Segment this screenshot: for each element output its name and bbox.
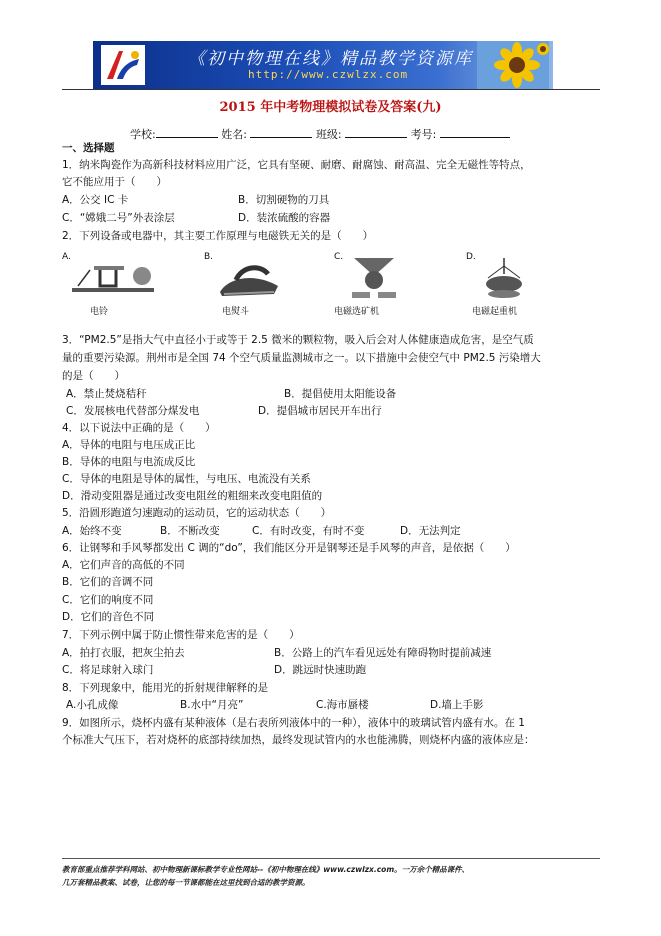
q7-option-b: B．公路上的汽车看见远处有障碍物时提前减速	[274, 647, 492, 659]
q3-option-a: A．禁止焚烧秸秆	[66, 388, 147, 400]
fig-b-letter: B.	[204, 252, 214, 262]
q1-option-d: D．装浓硫酸的容器	[238, 212, 331, 224]
q5-stem: 5．沿圆形跑道匀速跑动的运动员，它的运动状态（ ）	[62, 507, 332, 519]
q7-option-d: D．跳远时快速助跑	[274, 664, 367, 676]
fig-b-caption: 电熨斗	[222, 307, 250, 317]
q6-option-d: D．它们的音色不同	[62, 611, 155, 623]
q4-option-c: C．导体的电阻是导体的属性，与电压、电流没有关系	[62, 473, 311, 485]
q3-option-b: B．提倡使用太阳能设备	[284, 388, 397, 400]
q5-option-b: B．不断改变	[160, 525, 220, 537]
name-blank[interactable]	[250, 126, 312, 138]
class-blank[interactable]	[345, 126, 407, 138]
q6-option-c: C．它们的响度不同	[62, 594, 154, 606]
footer-rule	[62, 858, 600, 859]
q1-option-c: C．“嫦娥二号”外表涂层	[62, 212, 175, 224]
q1-option-b: B．切割硬物的刀具	[238, 194, 330, 206]
fig-a-caption: 电铃	[90, 307, 109, 317]
q8-option-b: B.水中“月亮”	[180, 699, 244, 711]
sunflower-icon	[477, 41, 549, 89]
exam-no-label: 考号:	[410, 128, 437, 141]
q8-option-a: A.小孔成像	[66, 699, 119, 711]
electromagnetic-crane-icon	[474, 256, 534, 300]
q6-option-b: B．它们的音调不同	[62, 576, 154, 588]
q5-option-d: D．无法判定	[400, 525, 461, 537]
q9-stem-line2: 个标准大气压下，若对烧杯的底部持续加热，最终发现试管内的水也能沸腾，则烧杯内盛的液体应是：	[62, 734, 535, 746]
student-info-line	[130, 126, 510, 142]
fig-c-letter: C.	[334, 252, 344, 262]
q2-figures	[62, 252, 582, 322]
electric-iron-icon	[214, 258, 284, 300]
q4-option-b: B．导体的电阻与电流成反比	[62, 456, 196, 468]
q1-stem-line2: 它不能应用于（ ）	[62, 176, 167, 188]
q4-option-a: A．导体的电阻与电压成正比	[62, 439, 196, 451]
q3-option-d: D．提倡城市居民开车出行	[258, 405, 382, 417]
fig-d-letter: D.	[466, 252, 476, 262]
footer-line1: 教育部重点推荐学科网站、初中物理新课标教学专业性网站--《初中物理在线》www.czwlzx.com。一万余个精品课件、	[62, 865, 470, 874]
q3-stem-line3: 的是（ ）	[62, 370, 125, 382]
q3-option-c: C．发展核电代替部分煤发电	[66, 405, 200, 417]
banner-title: 《初中物理在线》精品教学资源库	[188, 49, 473, 69]
q1-stem-line1: 1．纳米陶瓷作为高新科技材料应用广泛，它具有坚硬、耐磨、耐腐蚀、耐高温、完全无磁性等特点，	[62, 159, 531, 171]
banner-url[interactable]: http://www.czwlzx.com	[248, 68, 409, 81]
q3-stem-line2: 量的重要污染源。荆州市是全国 74 个空气质量监测城市之一。以下措施中会使空气中 PM2.5 污染增大	[62, 352, 541, 364]
footer-line2: 几万套精品教案、试卷，让您的每一节课都能在这里找到合适的教学资源。	[62, 878, 310, 887]
fig-a-letter: A.	[62, 252, 71, 262]
electric-bell-icon	[70, 258, 160, 298]
site-banner	[93, 41, 553, 89]
fig-c-caption: 电磁选矿机	[334, 307, 380, 317]
magnetic-separator-icon	[344, 256, 404, 300]
document-title: 2015 年中考物理模拟试卷及答案(九)	[219, 100, 442, 115]
site-logo-icon	[101, 45, 145, 85]
q8-option-d: D.墙上手影	[430, 699, 484, 711]
q7-stem: 7．下列示例中属于防止惯性带来危害的是（ ）	[62, 629, 300, 641]
q4-stem: 4．以下说法中正确的是（ ）	[62, 422, 216, 434]
q8-option-c: C.海市蜃楼	[316, 699, 369, 711]
school-label: 学校:	[130, 128, 156, 141]
q5-option-c: C．有时改变，有时不变	[252, 525, 365, 537]
name-label: 姓名:	[221, 128, 247, 141]
q8-stem: 8．下列现象中，能用光的折射规律解释的是	[62, 682, 269, 694]
q5-option-a: A．始终不变	[62, 525, 122, 537]
q7-option-c: C．将足球射入球门	[62, 664, 154, 676]
header-rule	[62, 89, 600, 90]
q9-stem-line1: 9．如图所示，烧杯内盛有某种液体（是右表所列液体中的一种），液体中的玻璃试管内盛有水。在 1	[62, 717, 525, 729]
q1-option-a: A．公交 IC 卡	[62, 194, 129, 206]
q3-stem-line1: 3．“PM2.5”是指大气中直径小于或等于 2.5 微米的颗粒物，吸入后会对人体健康造成危害，是空气质	[62, 334, 534, 346]
class-label: 班级:	[315, 128, 342, 141]
section-heading: 一、选择题	[62, 142, 115, 154]
exam-no-blank[interactable]	[440, 126, 510, 138]
q6-option-a: A．它们声音的高低的不同	[62, 559, 185, 571]
q6-stem: 6．让钢琴和手风琴都发出 C 调的“do”，我们能区分开是钢琴还是手风琴的声音，是依据（ ）	[62, 542, 516, 554]
school-blank[interactable]	[156, 126, 218, 138]
fig-d-caption: 电磁起重机	[472, 307, 518, 317]
q4-option-d: D．滑动变阻器是通过改变电阻丝的粗细来改变电阻值的	[62, 490, 323, 502]
q2-stem: 2．下列设备或电器中，其主要工作原理与电磁铁无关的是（ ）	[62, 230, 374, 242]
q7-option-a: A．拍打衣服，把灰尘拍去	[62, 647, 185, 659]
